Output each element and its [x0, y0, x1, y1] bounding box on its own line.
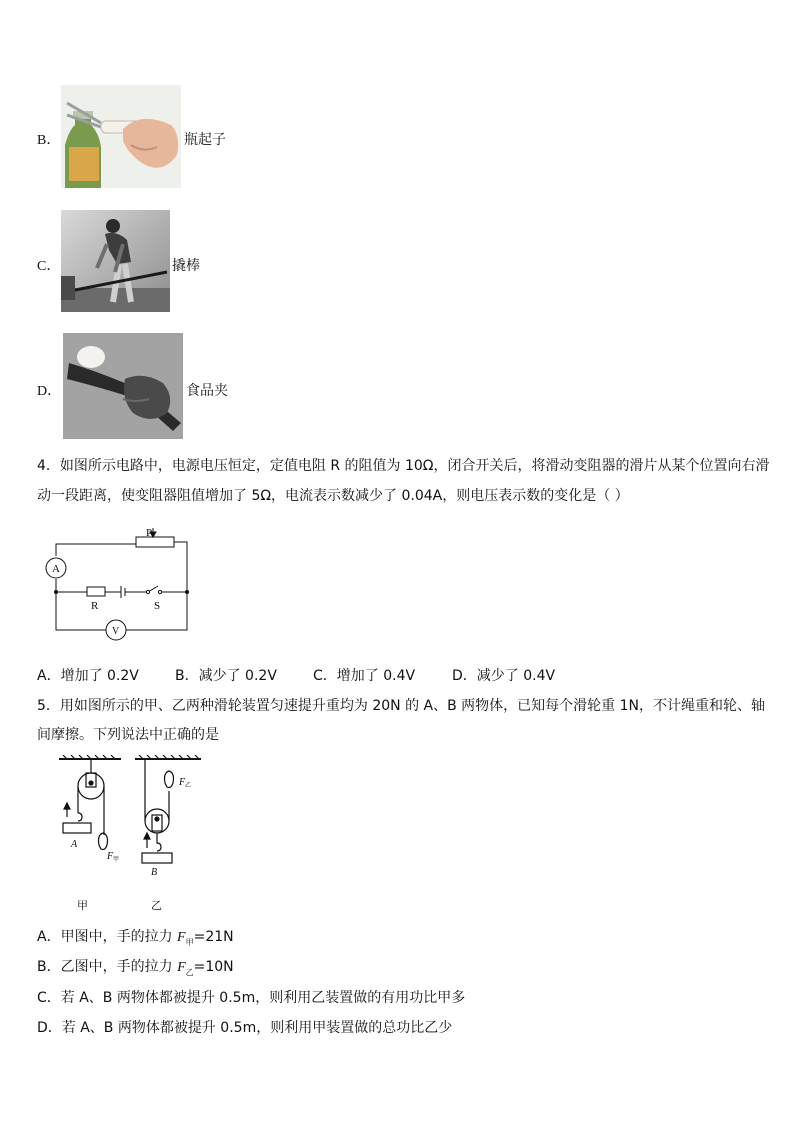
option-letter-d: D．: [37, 384, 62, 399]
q4-answer-c: C．增加了 0.4V: [313, 668, 416, 684]
option-label-crowbar: 撬棒: [172, 258, 200, 274]
q5-answer-d: D．若 A、B 两物体都被提升 0.5m，则利用甲装置做的总功比乙少: [37, 1020, 453, 1036]
q4-answer-d: D．减少了 0.4V: [452, 668, 556, 684]
bottle-opener-photo: [61, 85, 181, 188]
q4-circuit-diagram: [40, 522, 200, 642]
label-p: P: [146, 527, 153, 539]
label-block-b: B: [151, 867, 158, 878]
label-f-yi: F: [179, 777, 186, 788]
q5-stem-line2: 间摩擦。下列说法中正确的是: [37, 727, 219, 743]
q4-answer-a: A．增加了 0.2V: [37, 668, 139, 684]
q5-answer-a: [37, 926, 234, 948]
fixed-pulley: [78, 773, 104, 799]
option-label-food-tongs: 食品夹: [186, 383, 228, 399]
q4-stem-line2: 动一段距离，使变阻器阻值增加了 5Ω，电流表示数减少了 0.04A，则电压表示数的变化是（ ）: [37, 488, 629, 504]
rheostat: [136, 537, 174, 547]
label-jia: 甲: [77, 899, 88, 912]
q5-answer-b-prefix: B．乙图中，手的拉力: [37, 959, 178, 975]
q4-answer-b: B．减少了 0.2V: [175, 668, 277, 684]
option-label-bottle-opener: 瓶起子: [184, 132, 226, 148]
label-a: A: [52, 563, 60, 575]
q5-answer-b-sub: 乙: [185, 967, 194, 977]
option-letter-b: B．: [37, 133, 61, 148]
label-s: S: [154, 600, 161, 612]
label-f-jia-sub: 甲: [113, 856, 120, 863]
label-block-a: A: [71, 839, 78, 850]
q5-answer-b-suffix: =10N: [193, 959, 234, 975]
label-f-jia: F: [107, 851, 114, 862]
q5-answer-c: C．若 A、B 两物体都被提升 0.5m，则利用乙装置做的有用功比甲多: [37, 990, 466, 1006]
resistor-r: [87, 587, 105, 596]
q4-stem-line1: 4．如图所示电路中，电源电压恒定，定值电阻 R 的阻值为 10Ω，闭合开关后，将滑动变阻器的滑片从某个位置向右滑: [37, 458, 770, 474]
q5-pulley-diagram: [55, 755, 205, 915]
q5-answer-a-sub: 甲: [185, 937, 194, 947]
q5-answer-a-var: F: [177, 930, 186, 945]
block-a: [63, 823, 91, 833]
block-b: [142, 853, 172, 863]
option-letter-c: C．: [37, 259, 61, 274]
food-tongs-photo: [63, 333, 183, 439]
label-yi: 乙: [151, 899, 162, 912]
q5-answer-a-suffix: =21N: [193, 929, 234, 945]
label-f-yi-sub: 乙: [185, 782, 192, 789]
q5-stem-line1: 5．用如图所示的甲、乙两种滑轮装置匀速提升重均为 20N 的 A、B 两物体，已知每个滑轮重 1N，不计绳重和轮、轴: [37, 698, 766, 714]
q5-answer-a-prefix: A．甲图中，手的拉力: [37, 929, 178, 945]
q5-answer-b: [37, 956, 234, 978]
label-v: V: [112, 626, 120, 637]
label-r: R: [91, 600, 99, 612]
crowbar-photo: [61, 210, 170, 312]
q5-answer-b-var: F: [177, 960, 186, 975]
